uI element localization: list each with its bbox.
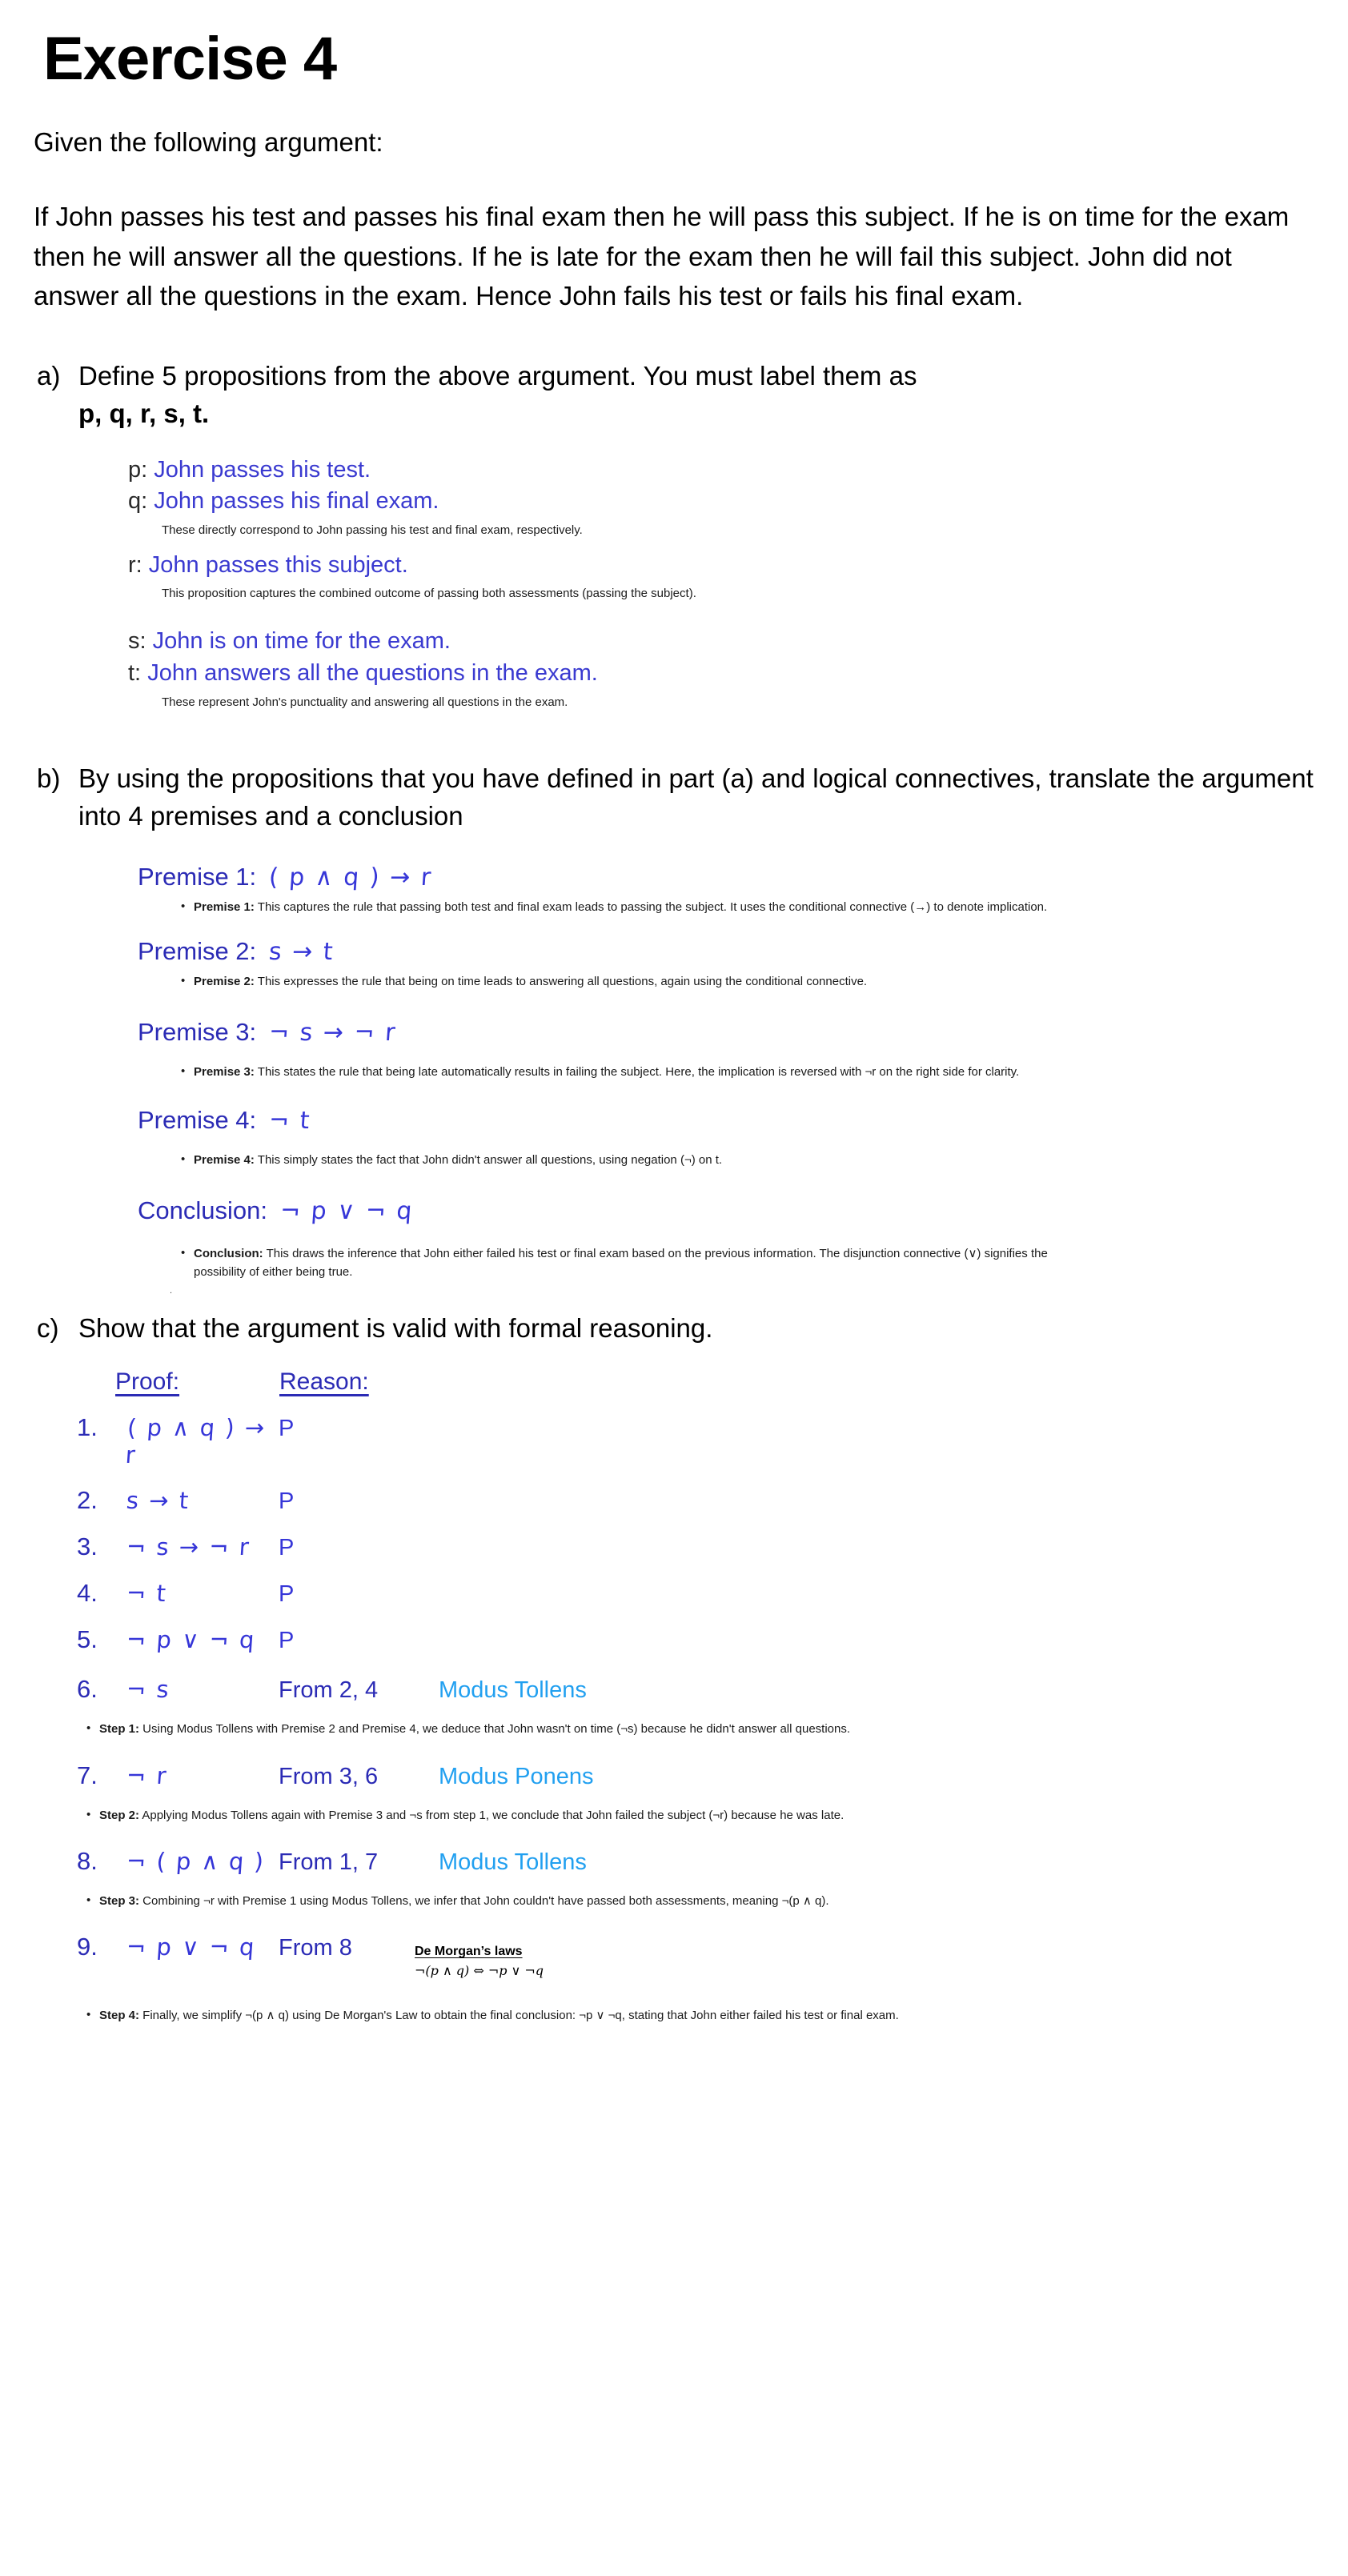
- note-step-2: [85, 1806, 964, 1825]
- proof-row-1-statement: ( p ∧ q ) → r: [124, 1414, 267, 1469]
- part-a-marker: a): [37, 360, 61, 391]
- proof-row-6: [77, 1675, 1348, 1704]
- proposition-s: [128, 627, 1348, 657]
- premise-2-label: Premise 2:: [138, 937, 257, 966]
- proof-row-5-number: 5.: [77, 1625, 98, 1654]
- premise-row-4: [138, 1106, 1348, 1135]
- question-part-b: [37, 760, 1316, 835]
- note-step-3: [85, 1892, 964, 1910]
- note-step-4-label: Step 4:: [99, 2009, 140, 2023]
- premise-row-3: [138, 1018, 1348, 1047]
- note-step-1-label: Step 1:: [99, 1722, 140, 1737]
- proposition-list: [128, 455, 1348, 711]
- premise-4-formula: ¬ t: [267, 1106, 312, 1135]
- note-step-3-text: Combining ¬r with Premise 1 using Modus Tollens, we infer that John couldn't have passed both assessments, meaning ¬(p ∧ q).: [139, 1893, 829, 1908]
- proof-row-9-number: 9.: [77, 1933, 98, 1961]
- proof-row-5-reason: P: [279, 1628, 295, 1654]
- conclusion-formula: ¬ p ∨ ¬ q: [279, 1196, 415, 1225]
- note-step-4-text: Finally, we simplify ¬(p ∧ q) using De Morgan's Law to obtain the final conclusion: ¬p ∨ ¬q, stating that John either failed his test or final exam.: [139, 2009, 899, 2023]
- part-a-labels: p, q, r, s, t.: [78, 398, 210, 428]
- note-step-4: [85, 2006, 964, 2025]
- proof-row-5: [77, 1625, 1348, 1654]
- proof-row-3-statement: ¬ s → ¬ r: [125, 1533, 252, 1561]
- proof-row-9-from: From 8: [279, 1935, 352, 1961]
- proposition-p: [128, 455, 1348, 486]
- premise-list: [138, 862, 1348, 1296]
- proof-row-1: [77, 1413, 1348, 1468]
- premise-3-formula: ¬ s → ¬ r: [267, 1019, 398, 1048]
- de-morgan-law: ¬(p ∧ q) ⇔ ¬p ∨ ¬q: [415, 1962, 544, 1978]
- proof-row-3-number: 3.: [77, 1532, 98, 1561]
- proposition-p-key: p:: [128, 456, 148, 483]
- proposition-t: [128, 659, 1348, 689]
- conclusion-label: Conclusion:: [138, 1196, 267, 1224]
- argument-paragraph: If John passes his test and passes his final exam then he will pass this subject. If he is on time for the exam then he will answer all the questions. If he is late for the exam then he will fail this subject. John did not answer all the questions in the exam. Hence John fails his test or fails his final exam.: [34, 202, 1290, 311]
- lead-paragraph: Given the following argument:: [34, 126, 383, 157]
- note-premise-1-text: This captures the rule that passing both test and final exam leads to passing the subject. It uses the conditional connective (→) to denote implication.: [254, 899, 1048, 914]
- part-c-text: Show that the argument is valid with formal reasoning.: [78, 1313, 713, 1344]
- note-premise-2-label: Premise 2:: [194, 975, 255, 989]
- proof-row-1-reason: P: [279, 1416, 295, 1442]
- part-b-text: By using the propositions that you have defined in part (a) and logical connectives, translate the argument into 4 premises and a conclusion: [78, 763, 1314, 831]
- proof-table: [77, 1368, 1348, 2025]
- reason-column-header: Reason:: [279, 1368, 369, 1396]
- proof-row-7: [77, 1761, 1348, 1790]
- proposition-q-key: q:: [128, 488, 148, 515]
- note-premise-3: [179, 1063, 1058, 1081]
- proof-row-8-from: From 1, 7: [279, 1849, 379, 1875]
- note-premise-4: [179, 1151, 1058, 1169]
- proof-row-4-number: 4.: [77, 1579, 98, 1608]
- document-page: [0, 27, 1348, 2576]
- note-premise-4-label: Premise 4:: [194, 1152, 255, 1167]
- proposition-r-key: r:: [128, 551, 142, 578]
- proof-row-2-number: 2.: [77, 1486, 98, 1515]
- proof-row-8-rule: Modus Tollens: [439, 1849, 587, 1875]
- note-premise-2: [179, 972, 1058, 991]
- proof-row-3: [77, 1532, 1348, 1561]
- note-premise-3-text: This states the rule that being late automatically results in failing the subject. Here, the implication is reversed with ¬r on the right side for clarity.: [254, 1065, 1020, 1080]
- premise-row-2: [138, 937, 1348, 966]
- proposition-r-text: John passes this subject.: [148, 551, 408, 578]
- note-step-1-text: Using Modus Tollens with Premise 2 and Premise 4, we deduce that John wasn't on time (¬s) because he didn't answer all questions.: [139, 1722, 851, 1737]
- note-premise-1: [179, 898, 1058, 916]
- premise-3-label: Premise 3:: [138, 1018, 257, 1047]
- proof-row-1-number: 1.: [77, 1413, 98, 1442]
- proof-row-5-statement: ¬ p ∨ ¬ q: [125, 1626, 257, 1654]
- note-conclusion-text: This draws the inference that John either failed his test or final exam based on the previous information. The disjunction connective (∨) signifies the possibility of either being true.: [194, 1246, 1048, 1280]
- proof-row-9-statement: ¬ p ∨ ¬ q: [125, 1933, 257, 1961]
- proposition-p-text: John passes his test.: [154, 456, 371, 483]
- proof-row-7-number: 7.: [77, 1761, 98, 1789]
- conclusion-row: [138, 1196, 1348, 1225]
- note-step-2-label: Step 2:: [99, 1808, 140, 1822]
- proof-row-6-number: 6.: [77, 1675, 98, 1704]
- proposition-t-key: t:: [128, 659, 142, 686]
- note-premise-1-label: Premise 1:: [194, 899, 255, 914]
- proof-row-8: [77, 1847, 1348, 1876]
- note-propositions-st: These represent John's punctuality and answering all questions in the exam.: [162, 695, 568, 709]
- proof-row-4-statement: ¬ t: [125, 1580, 169, 1608]
- proposition-r: [128, 551, 1348, 581]
- premise-1-label: Premise 1:: [138, 862, 257, 891]
- note-step-2-text: Applying Modus Tollens again with Premise 3 and ¬s from step 1, we conclude that John failed the subject (¬r) because he was late.: [139, 1808, 845, 1822]
- stray-dot-mark: .: [170, 1286, 173, 1296]
- proof-row-4: [77, 1579, 1348, 1608]
- premise-4-label: Premise 4:: [138, 1105, 257, 1134]
- question-part-a: [37, 358, 1316, 433]
- part-c-marker: c): [37, 1313, 59, 1344]
- part-b-marker: b): [37, 763, 61, 794]
- note-step-3-label: Step 3:: [99, 1893, 140, 1908]
- note-premise-4-text: This simply states the fact that John didn't answer all questions, using negation (¬) on t.: [254, 1152, 723, 1167]
- proof-column-header: Proof:: [115, 1368, 180, 1396]
- proof-row-6-from: From 2, 4: [279, 1677, 379, 1704]
- page-title: Exercise 4: [43, 25, 337, 93]
- proposition-q: [128, 487, 1348, 517]
- question-part-c: [37, 1310, 1316, 1348]
- proposition-s-key: s:: [128, 628, 146, 655]
- premise-2-formula: s → t: [267, 938, 336, 967]
- proof-row-7-rule: Modus Ponens: [439, 1763, 594, 1789]
- proof-row-7-statement: ¬ r: [125, 1761, 169, 1789]
- part-a-text: [78, 358, 1316, 433]
- proof-row-2-statement: s → t: [125, 1487, 191, 1515]
- note-step-1: [85, 1720, 964, 1738]
- de-morgan-title: De Morgan’s laws: [415, 1945, 523, 1959]
- proof-row-4-reason: P: [279, 1581, 295, 1608]
- proof-row-8-statement: ¬ ( p ∧ q ): [125, 1847, 267, 1875]
- de-morgan-callout: [415, 1943, 544, 1979]
- proof-row-8-number: 8.: [77, 1846, 98, 1875]
- note-proposition-r: This proposition captures the combined outcome of passing both assessments (passing the subject).: [162, 587, 696, 601]
- proof-row-2-reason: P: [279, 1488, 295, 1515]
- proposition-q-text: John passes his final exam.: [154, 488, 439, 515]
- proof-row-9: [77, 1933, 1348, 1979]
- note-conclusion-label: Conclusion:: [194, 1246, 263, 1260]
- note-premise-3-label: Premise 3:: [194, 1065, 255, 1080]
- note-propositions-pq: These directly correspond to John passing his test and final exam, respectively.: [162, 523, 583, 537]
- proof-row-6-rule: Modus Tollens: [439, 1677, 587, 1704]
- premise-row-1: [138, 863, 1348, 891]
- premise-1-formula: ( p ∧ q ) → r: [267, 863, 434, 891]
- proof-row-2: [77, 1486, 1348, 1515]
- proof-table-header: [115, 1368, 1348, 1396]
- proof-row-6-statement: ¬ s: [125, 1676, 171, 1704]
- proof-row-3-reason: P: [279, 1535, 295, 1561]
- part-a-prompt: Define 5 propositions from the above argument. You must label them as: [78, 360, 917, 391]
- proposition-s-text: John is on time for the exam.: [152, 628, 451, 655]
- note-conclusion: [179, 1244, 1058, 1282]
- note-premise-2-text: This expresses the rule that being on time leads to answering all questions, again using the conditional connective.: [254, 975, 868, 989]
- proof-row-7-from: From 3, 6: [279, 1763, 379, 1789]
- proposition-t-text: John answers all the questions in the exam.: [147, 659, 598, 686]
